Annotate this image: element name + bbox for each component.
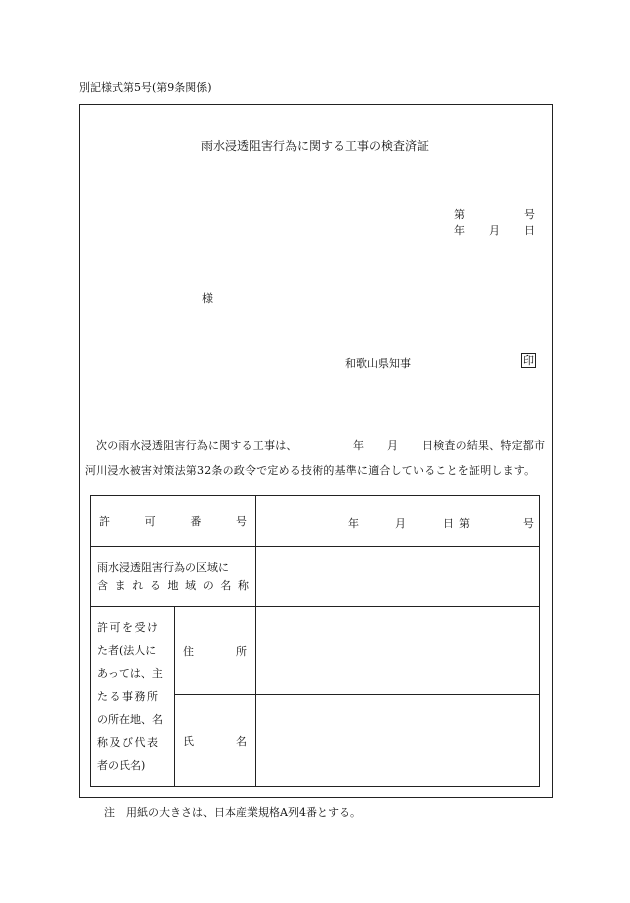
- label-char: 許: [99, 515, 110, 528]
- permittee-line: たる事務所: [97, 690, 160, 703]
- body-line1-post: 日検査の結果、特定都市: [422, 439, 546, 452]
- permittee-line: た者(法人に: [97, 644, 157, 657]
- area-label-char: る: [149, 578, 161, 592]
- area-label-char: 称: [238, 578, 249, 592]
- label-char: 号: [235, 515, 247, 528]
- label-char: 名: [236, 734, 247, 748]
- body-line1-nen: 年: [353, 439, 365, 452]
- permit-nen: 年: [348, 516, 359, 530]
- permit-number-row: [91, 496, 540, 547]
- area-label-char: れ: [132, 578, 144, 592]
- area-label-char: の: [202, 578, 214, 592]
- label-char: 番: [190, 515, 202, 528]
- body-line1-pre: 次の雨水浸透阻害行為に関する工事は、: [96, 439, 298, 452]
- permit-dai: 第: [459, 516, 470, 530]
- addressee-suffix: 様: [202, 292, 213, 305]
- footnote: 注 用紙の大きさは、日本産業規格A列4番とする。: [104, 806, 361, 819]
- form-number-label: 別記様式第5号(第9条関係): [79, 81, 212, 94]
- name-label: [175, 695, 256, 787]
- address-row: [91, 607, 540, 695]
- page-title: 雨水浸透阻害行為に関する工事の検査済証: [200, 139, 429, 153]
- area-label-line1: 雨水浸透阻害行為の区域に: [97, 560, 229, 574]
- permit-go: 号: [523, 516, 534, 530]
- address-label: [175, 607, 256, 695]
- permit-tsuki: 月: [395, 516, 406, 530]
- permittee-line: 者の氏名): [97, 759, 146, 772]
- doc-date-hi: 日: [524, 224, 535, 237]
- permittee-line: あっては、主: [97, 667, 163, 680]
- seal-icon: [521, 353, 536, 368]
- doc-date-tsuki: 月: [489, 224, 500, 237]
- name-value: [256, 695, 540, 787]
- label-char: 所: [236, 644, 247, 658]
- area-name-value: [256, 547, 540, 607]
- info-table: [90, 495, 540, 787]
- area-label-char: 名: [220, 578, 232, 592]
- label-char: 可: [144, 515, 156, 528]
- label-char: 住: [183, 644, 194, 658]
- doc-date-nen: 年: [454, 224, 465, 237]
- permit-hi: 日: [443, 516, 454, 530]
- permittee-label: [91, 607, 175, 787]
- permittee-line: 称及び代表: [97, 736, 160, 749]
- area-label-char: ま: [114, 578, 126, 592]
- area-label-char: 地: [167, 578, 179, 592]
- permit-number-value: [256, 496, 540, 547]
- doc-number-go: 号: [524, 208, 535, 221]
- body-line1-tsuki: 月: [387, 439, 399, 452]
- area-name-row: [91, 547, 540, 607]
- doc-number-dai: 第: [454, 208, 465, 221]
- area-label-char: 含: [97, 578, 108, 592]
- body-line2: 河川浸水被害対策法第32条の政令で定める技術的基準に適合していることを証明します。: [85, 464, 536, 477]
- permit-number-label: [91, 496, 256, 547]
- area-name-label: [91, 547, 256, 607]
- label-char: 氏: [183, 734, 194, 748]
- area-label-char: 域: [185, 578, 197, 592]
- address-value: [256, 607, 540, 695]
- permittee-line: 許可を受け: [97, 621, 160, 634]
- permittee-line: の所在地、名: [97, 713, 163, 726]
- issuer-name: 和歌山県知事: [345, 357, 411, 370]
- seal-char: 印: [523, 354, 534, 367]
